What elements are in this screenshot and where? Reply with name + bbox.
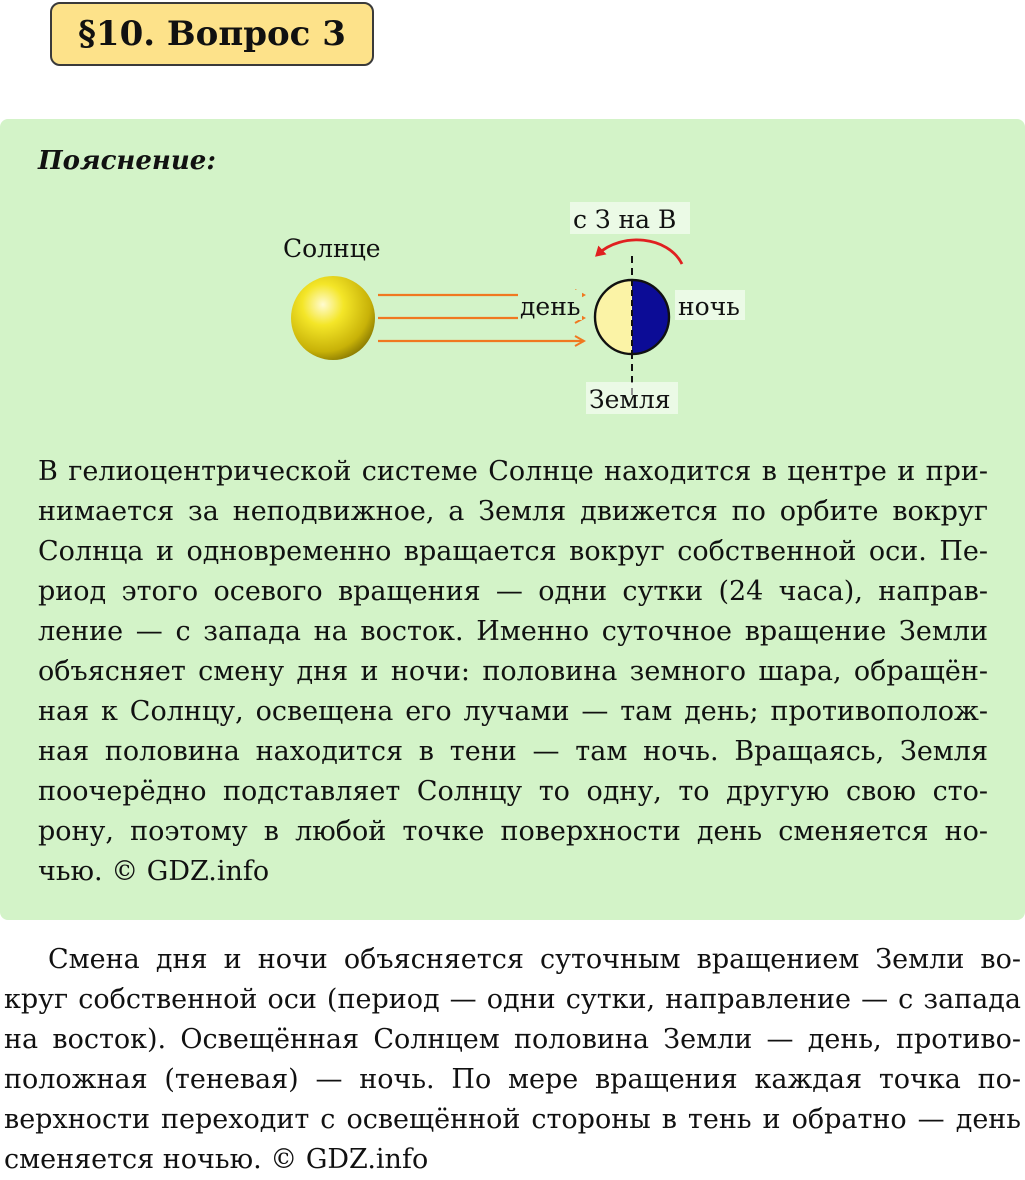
earth-day-side	[595, 280, 632, 354]
explanation-paragraph	[38, 452, 988, 892]
day-label: день	[520, 292, 581, 321]
earth-night-side	[632, 280, 669, 354]
text-line: чью. © GDZ.info	[38, 856, 270, 887]
text-line: положная (теневая) — ночь. По мере вращения каждая точка по-	[4, 1064, 1021, 1095]
text-line: риод этого осевого вращения — одни сутки (24 часа), направ-	[38, 576, 988, 607]
text-line: В гелиоцентрической системе Солнце находится в центре и при-	[38, 456, 988, 487]
sun-icon	[291, 276, 375, 360]
sun-label: Солнце	[283, 234, 381, 263]
text-line: объясняет смену дня и ночи: половина земного шара, обращён-	[38, 656, 988, 687]
answer-paragraph	[4, 940, 1021, 1180]
text-line: ная к Солнцу, освещена его лучами — там день; противополож-	[38, 696, 988, 727]
earth-label: Земля	[589, 385, 671, 414]
explanation-heading: Пояснение:	[38, 146, 216, 176]
text-line: Солнца и одновременно вращается вокруг собственной оси. Пе-	[38, 536, 988, 567]
rotation-arrow-icon	[598, 240, 682, 264]
section-title-badge	[50, 2, 374, 66]
section-title: §10. Вопрос 3	[78, 14, 346, 54]
night-label: ночь	[678, 292, 740, 321]
sun-earth-diagram	[270, 198, 750, 423]
text-line: на восток). Освещённая Солнцем половина Земли — день, противо-	[4, 1024, 1021, 1055]
text-line: Смена дня и ночи объясняется суточным вращением Земли во-	[48, 944, 1021, 975]
text-line: рону, поэтому в любой точке поверхности день сменяется но-	[38, 816, 988, 847]
text-line: ная половина находится в тени — там ночь. Вращаясь, Земля	[38, 736, 988, 767]
text-line: нимается за неподвижное, а Земля движется по орбите вокруг	[38, 496, 988, 527]
text-line: верхности переходит с освещённой стороны в тень и обратно — день	[4, 1104, 1021, 1135]
text-line: сменяется ночью. © GDZ.info	[4, 1144, 429, 1175]
rotation-direction-label: с З на В	[573, 205, 677, 234]
text-line: круг собственной оси (период — одни сутки, направление — с запада	[4, 984, 1021, 1015]
text-line: ление — с запада на восток. Именно суточное вращение Земли	[38, 616, 988, 647]
text-line: поочерёдно подставляет Солнцу то одну, то другую свою сто-	[38, 776, 988, 807]
